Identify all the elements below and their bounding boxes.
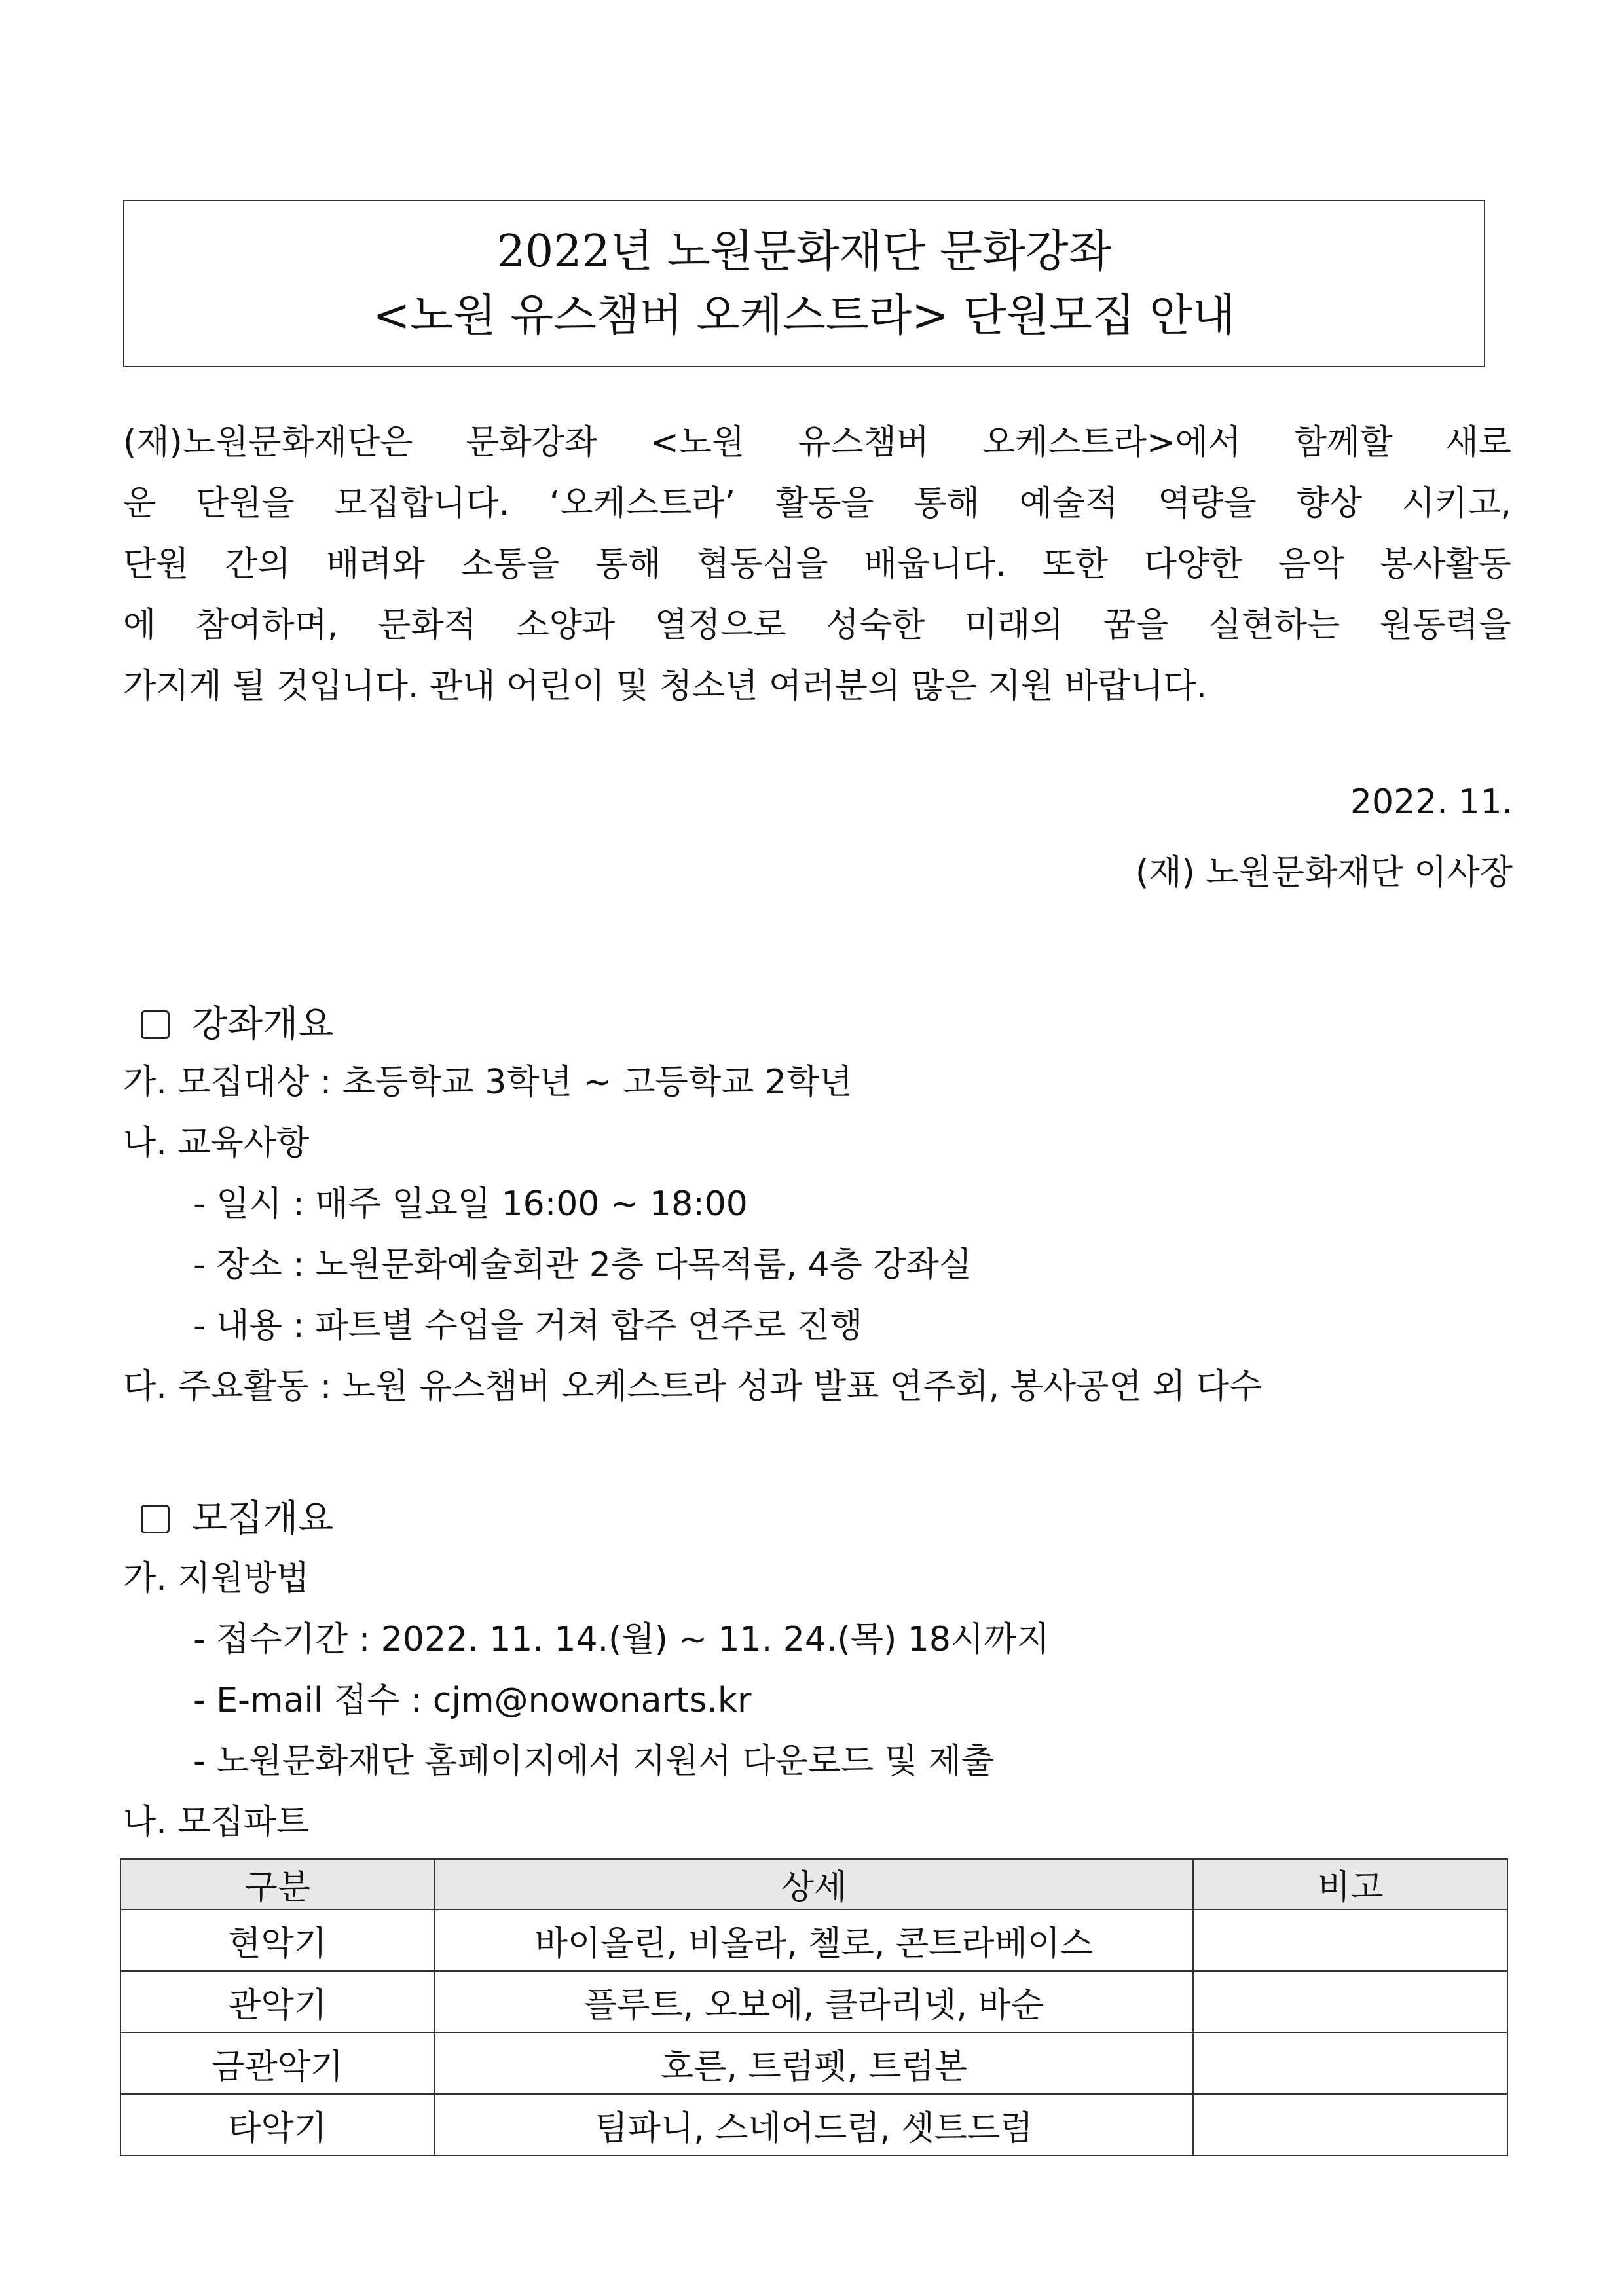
table-header-cell: 상세	[435, 1859, 1194, 1909]
table-cell	[1193, 2032, 1507, 2094]
title-line-2: <노원 유스챔버 오케스트라> 단원모집 안내	[373, 290, 1236, 342]
title-line-1: 2022년 노원문화재단 문화강좌	[496, 226, 1112, 278]
recruit-heading-text: 모집개요	[192, 1497, 334, 1540]
edu-title: 나. 교육사항	[123, 1124, 310, 1163]
intro-paragraph	[123, 413, 1511, 717]
recruit-heading	[141, 1490, 333, 1542]
apply-download: - 노원문화재단 홈페이지에서 지원서 다운로드 및 제출	[193, 1742, 995, 1781]
table-cell: 바이올린, 비올라, 첼로, 콘트라베이스	[435, 1909, 1194, 1971]
signature: (재) 노원문화재단 이사장	[1135, 853, 1513, 892]
intro-line: 가지게 될 것입니다. 관내 어린이 및 청소년 여러분의 많은 지원 바랍니다.	[123, 667, 1208, 706]
intro-line: 운 단원을 모집합니다. ‘오케스트라’ 활동을 통해 예술적 역량을 향상 시키고,	[123, 484, 1511, 523]
table-cell: 금관악기	[120, 2032, 435, 2094]
method-title: 가. 지원방법	[123, 1559, 310, 1598]
table-header-row	[120, 1859, 1507, 1909]
course-activities: 다. 주요활동 : 노원 유스챔버 오케스트라 성과 발표 연주회, 봉사공연 외 다수	[123, 1367, 1263, 1406]
parts-title: 나. 모집파트	[123, 1803, 310, 1842]
table-row	[120, 1971, 1507, 2032]
table-cell	[1193, 2094, 1507, 2156]
edu-time: - 일시 : 매주 일요일 16:00 ~ 18:00	[193, 1184, 748, 1224]
course-target: 가. 모집대상 : 초등학교 3학년 ~ 고등학교 2학년	[123, 1063, 853, 1102]
table-row	[120, 2032, 1507, 2094]
table-cell: 현악기	[120, 1909, 435, 1971]
course-heading	[141, 995, 333, 1048]
intro-line: (재)노원문화재단은 문화강좌 <노원 유스챔버 오케스트라>에서 함께할 새로	[123, 423, 1511, 462]
title-box	[123, 200, 1485, 367]
table-row	[120, 2094, 1507, 2156]
parts-table	[120, 1858, 1508, 2156]
table-header-cell: 구분	[120, 1859, 435, 1909]
intro-line: 단원 간의 배려와 소통을 통해 협동심을 배웁니다. 또한 다양한 음악 봉사활동	[123, 545, 1511, 584]
table-cell	[1193, 1909, 1507, 1971]
table-cell: 플루트, 오보에, 클라리넷, 바순	[435, 1971, 1194, 2032]
table-header-cell: 비고	[1193, 1859, 1507, 1909]
issue-date: 2022. 11.	[1350, 782, 1513, 822]
course-heading-text: 강좌개요	[192, 1003, 334, 1046]
edu-place: - 장소 : 노원문화예술회관 2층 다목적룸, 4층 강좌실	[193, 1245, 972, 1285]
table-cell: 관악기	[120, 1971, 435, 2032]
square-bullet-icon	[141, 1010, 170, 1039]
table-cell: 타악기	[120, 2094, 435, 2156]
edu-content: - 내용 : 파트별 수업을 거쳐 합주 연주로 진행	[193, 1306, 863, 1346]
intro-line: 에 참여하며, 문화적 소양과 열정으로 성숙한 미래의 꿈을 실현하는 원동력을	[123, 606, 1511, 645]
table-row	[120, 1909, 1507, 1971]
table-cell: 호른, 트럼펫, 트럼본	[435, 2032, 1194, 2094]
apply-period: - 접수기간 : 2022. 11. 14.(월) ~ 11. 24.(목) 18시까지	[193, 1620, 1050, 1659]
table-cell	[1193, 1971, 1507, 2032]
apply-email: - E-mail 접수 : cjm@nowonarts.kr	[193, 1681, 752, 1720]
table-cell: 팀파니, 스네어드럼, 셋트드럼	[435, 2094, 1194, 2156]
square-bullet-icon	[141, 1505, 170, 1533]
